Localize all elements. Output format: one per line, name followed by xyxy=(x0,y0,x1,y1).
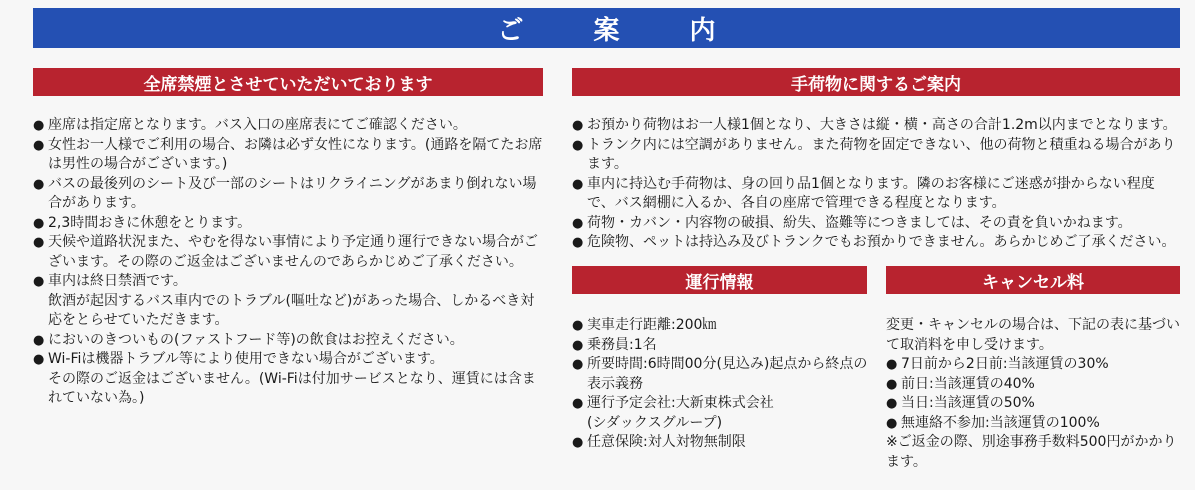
operation-list xyxy=(572,316,872,453)
section-heading: 手荷物に関するご案内 xyxy=(791,74,961,95)
bullet-icon: ● xyxy=(572,176,584,192)
list-item: ● 運行予定会社:大新東株式会社 (シダックスグループ) xyxy=(572,394,872,433)
list-item: ● 2,3時間おきに休憩をとります。 xyxy=(33,214,545,234)
section-heading: キャンセル料 xyxy=(982,272,1084,293)
bullet-icon: ● xyxy=(886,357,898,372)
list-item: ● 所要時間:6時間00分(見込み)起点から終点の表示義務 xyxy=(572,355,872,394)
cancel-note: ※ご返金の際、別途事務手数料500円がかかります。 xyxy=(886,434,1177,470)
list-item: ● においのきついもの(ファストフード等)の飲食はお控えください。 xyxy=(33,331,545,351)
bullet-icon: ● xyxy=(572,235,584,250)
section-header-luggage xyxy=(572,68,1180,96)
list-item: ● 座席は指定席となります。バス入口の座席表にてご確認ください。 xyxy=(33,116,545,136)
section-heading: 運行情報 xyxy=(685,272,754,293)
list-item: ● 車内は終日禁酒です。 飲酒が起因するバス車内でのトラブル(嘔吐など)があった場合、しかるべき対応をとらせていただきます。 xyxy=(33,272,545,331)
list-item: ● 前日:当該運賃の40% xyxy=(886,375,1181,395)
list-item: ● 危険物、ペットは持込み及びトランクでもお預かりできません。あらかじめご了承ください。 xyxy=(572,233,1177,253)
bullet-icon: ● xyxy=(572,337,584,353)
bullet-icon: ● xyxy=(33,352,45,367)
cancel-list xyxy=(886,316,1181,472)
bullet-icon: ● xyxy=(33,332,45,348)
title-banner xyxy=(33,8,1180,48)
smoking-list xyxy=(33,116,545,409)
list-item: ● 天候や道路状況また、やむを得ない事情により予定通り運行できない場合がございます。その際のご返金はございませんのであらかじめご了承ください。 xyxy=(33,233,545,272)
list-item: ● 荷物・カバン・内容物の破損、紛失、盗難等につきましては、その責を負いかねます。 xyxy=(572,214,1177,234)
bullet-icon: ● xyxy=(572,118,584,133)
list-item: ● 乗務員:1名 xyxy=(572,336,872,356)
list-item: ● 実車走行距離:200㎞ xyxy=(572,316,872,336)
list-item: ● Wi-Fiは機器トラブル等により使用できない場合がございます。 その際のご返金はございません。(Wi-Fiは付加サービスとなり、運賃には含まれていない為。) xyxy=(33,350,545,409)
list-item: ● お預かり荷物はお一人様1個となり、大きさは縦・横・高さの合計1.2m以内までとなります。 xyxy=(572,116,1177,136)
bullet-icon: ● xyxy=(33,235,45,250)
bullet-icon: ● xyxy=(33,215,45,231)
bullet-icon: ● xyxy=(572,318,584,333)
section-header-operation xyxy=(572,266,867,294)
luggage-list xyxy=(572,116,1177,253)
list-item: ● 無連絡不参加:当該運賃の100% xyxy=(886,414,1181,434)
list-item: ● 車内に持込む手荷物は、身の回り品1個となります。隣のお客様にご迷惑が掛からない程度で、バス網棚に入るか、各自の座席で管理できる程度となります。 xyxy=(572,175,1177,214)
bullet-icon: ● xyxy=(572,215,584,231)
bullet-icon: ● xyxy=(572,396,584,411)
bullet-icon: ● xyxy=(886,376,898,392)
bullet-icon: ● xyxy=(572,357,584,372)
section-header-smoking xyxy=(33,68,543,96)
bullet-icon: ● xyxy=(33,118,45,133)
bullet-icon: ● xyxy=(33,137,45,153)
list-item: ● 女性お一人様でご利用の場合、お隣は必ず女性になります。(通路を隔てたお席は男性の場合がございます。) xyxy=(33,136,545,175)
section-heading: 全席禁煙とさせていただいております xyxy=(143,74,433,95)
bullet-icon: ● xyxy=(886,396,898,411)
cancel-intro: 変更・キャンセルの場合は、下記の表に基づいて取消料を申し受けます。 xyxy=(886,317,1180,353)
list-item: ● 7日前から2日前:当該運賃の30% xyxy=(886,355,1181,375)
bullet-icon: ● xyxy=(572,137,584,153)
section-header-cancel xyxy=(886,266,1180,294)
list-item: ● トランク内には空調がありません。また荷物を固定できない、他の荷物と積重ねる場合があります。 xyxy=(572,136,1177,175)
bullet-icon: ● xyxy=(33,274,45,289)
list-item: ● バスの最後列のシート及び一部のシートはリクライニングがあまり倒れない場合があります。 xyxy=(33,175,545,214)
bullet-icon: ● xyxy=(33,176,45,192)
list-item: ● 当日:当該運賃の50% xyxy=(886,394,1181,414)
bullet-icon: ● xyxy=(572,435,584,450)
bullet-icon: ● xyxy=(886,415,898,431)
list-item: ● 任意保険:対人対物無制限 xyxy=(572,433,872,453)
page-title: ご案内 xyxy=(497,15,786,46)
